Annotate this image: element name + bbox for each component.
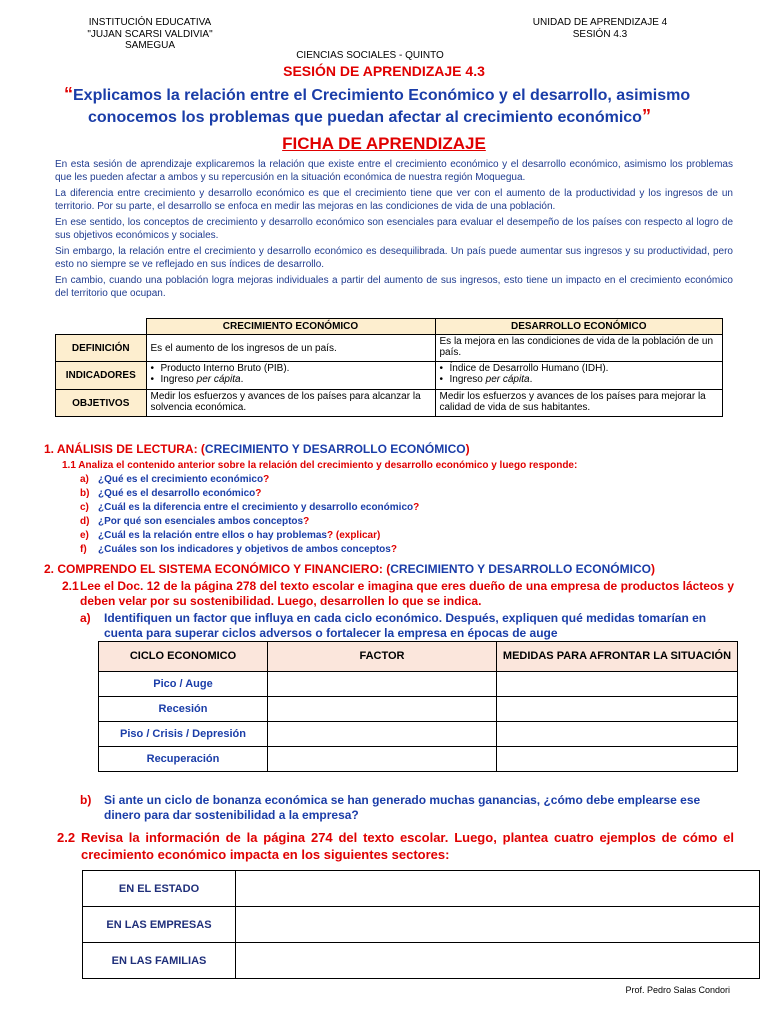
indicators-crecimiento bbox=[146, 362, 435, 390]
sector-label: EN LAS EMPRESAS bbox=[83, 907, 236, 943]
paragraph: En ese sentido, los conceptos de crecimiento y desarrollo económico son esenciales para evaluar el desempeño de los países con respecto al logro de sus objetivos económicos y sociales. bbox=[55, 217, 733, 241]
cycle-header: CICLO ECONOMICO bbox=[99, 642, 268, 672]
row-header-objetivos: OBJETIVOS bbox=[56, 390, 147, 417]
paragraph: En cambio, cuando una población logra mejoras individuales a partir del aumento de sus ingresos, esto tiene un impacto en el crecimiento económico del territorio que ocupan. bbox=[55, 275, 733, 299]
main-title bbox=[40, 84, 760, 128]
cycle-label: Recesión bbox=[99, 697, 268, 722]
quote-close: ” bbox=[641, 106, 651, 126]
question-2-1-a: a) Identifiquen un factor que influya en cada ciclo económico. Después, expliquen qué medidas tomarían en cuenta para superar ciclos adversos o fortalecer la empresa en épocas de auge bbox=[80, 611, 707, 640]
factor-cell[interactable] bbox=[268, 697, 497, 722]
indicator-item: • Índice de Desarrollo Humano (IDH). bbox=[440, 363, 719, 374]
question-1-1: 1.1 Analiza el contenido anterior sobre la relación del crecimiento y desarrollo económico y luego responde: bbox=[62, 460, 578, 471]
cycle-label: Piso / Crisis / Depresión bbox=[99, 722, 268, 747]
paragraph: Sin embargo, la relación entre el crecimiento y desarrollo económico es desequilibrada. Un país puede aumentar sus ingresos y su productividad, pero esto no siempre se ve reflejado en sus índices de desarrollo. bbox=[55, 246, 733, 270]
factor-header: FACTOR bbox=[268, 642, 497, 672]
school-line: SAMEGUA bbox=[124, 40, 175, 51]
sector-answer[interactable] bbox=[236, 943, 760, 979]
measures-cell[interactable] bbox=[497, 722, 738, 747]
factor-cell[interactable] bbox=[268, 672, 497, 697]
paragraph: La diferencia entre crecimiento y desarrollo económico es que el crecimiento tiene que ver con el aumento de la productividad y los ingresos de un territorio. Por su parte, el desarrollo se enfoca en medir las mejoras en las condiciones de vida de una población. bbox=[55, 188, 733, 212]
measures-header: MEDIDAS PARA AFRONTAR LA SITUACIÓN bbox=[497, 642, 738, 672]
row-header-definicion: DEFINICIÓN bbox=[56, 335, 147, 362]
question-item: c) ¿Cuál es la diferencia entre el crecimiento y desarrollo económico? bbox=[80, 502, 420, 513]
section2-title: 2. COMPRENDO EL SISTEMA ECONÓMICO Y FINANCIERO: (CRECIMIENTO Y DESARROLLO ECONÓMICO) bbox=[44, 562, 655, 576]
intro-text bbox=[55, 159, 733, 304]
quote-open: “ bbox=[64, 84, 73, 104]
main-title-line: Explicamos la relación entre el Crecimiento Económico y el desarrollo, asimismo bbox=[73, 87, 691, 104]
measures-cell[interactable] bbox=[497, 747, 738, 772]
sector-answer[interactable] bbox=[236, 907, 760, 943]
section1-questions bbox=[80, 473, 419, 557]
factor-cell[interactable] bbox=[268, 747, 497, 772]
paragraph: En esta sesión de aprendizaje explicaremos la relación que existe entre el crecimiento económico y el desarrollo económico, asimismo los problemas que les pueden afectar a ambos y su repercusión en la situación económica de nuestra región Moquegua. bbox=[55, 159, 733, 183]
comparison-table bbox=[55, 318, 723, 417]
sectors-table bbox=[82, 870, 760, 979]
question-item: d) ¿Por qué son esenciales ambos conceptos? bbox=[80, 516, 310, 527]
unit-header bbox=[500, 17, 700, 40]
school-line: "JUJAN SCARSI VALDIVIA" bbox=[87, 28, 213, 40]
question-item: b) ¿Qué es el desarrollo económico? bbox=[80, 488, 262, 499]
school-line: INSTITUCIÓN EDUCATIVA bbox=[88, 17, 212, 28]
measures-cell[interactable] bbox=[497, 672, 738, 697]
sector-answer[interactable] bbox=[236, 871, 760, 907]
question-2-1-b: b) Si ante un ciclo de bonanza económica se han generado muchas ganancias, ¿cómo debe emplearse ese dinero para dar sostenibilidad a la empresa? bbox=[80, 793, 701, 822]
measures-cell[interactable] bbox=[497, 697, 738, 722]
cycle-label: Recuperación bbox=[99, 747, 268, 772]
definition-desarrollo: Es la mejora en las condiciones de vida de la población de un país. bbox=[435, 335, 723, 362]
question-item: e) ¿Cuál es la relación entre ellos o hay problemas? (explicar) bbox=[80, 530, 381, 541]
question-2-1: 2.1 Lee el Doc. 12 de la página 278 del texto escolar e imagina que eres dueño de una empresa de productos lácteos y deben velar por su sostenibilidad. Luego, desarrollen lo que se indica. bbox=[62, 579, 734, 608]
indicators-desarrollo bbox=[435, 362, 723, 390]
col-header-desarrollo: DESARROLLO ECONÓMICO bbox=[435, 319, 723, 335]
main-title-line: conocemos los problemas que puedan afectar al crecimiento económico bbox=[88, 109, 642, 126]
course-label: CIENCIAS SOCIALES - QUINTO bbox=[296, 50, 444, 61]
cycle-table bbox=[98, 641, 738, 772]
section1-title: 1. ANÁLISIS DE LECTURA: (CRECIMIENTO Y DESARROLLO ECONÓMICO) bbox=[44, 442, 470, 456]
ficha-title: FICHA DE APRENDIZAJE bbox=[282, 134, 486, 153]
unit-line: UNIDAD DE APRENDIZAJE 4 bbox=[532, 17, 668, 28]
objectives-crecimiento: Medir los esfuerzos y avances de los países para alcanzar la solvencia económica. bbox=[146, 390, 435, 417]
indicator-item: • Producto Interno Bruto (PIB). bbox=[151, 363, 431, 374]
question-2-2: 2.2 Revisa la información de la página 274 del texto escolar. Luego, plantea cuatro ejemplos de cómo el crecimiento económico impacta en los siguientes sectores: bbox=[57, 830, 734, 862]
question-item: f) ¿Cuáles son los indicadores y objetivos de ambos conceptos? bbox=[80, 544, 397, 555]
definition-crecimiento: Es el aumento de los ingresos de un país. bbox=[146, 335, 435, 362]
empty-cell bbox=[56, 319, 147, 335]
question-item: a) ¿Qué es el crecimiento económico? bbox=[80, 474, 270, 485]
unit-line: SESIÓN 4.3 bbox=[572, 28, 628, 40]
indicator-item: • Ingreso per cápita. bbox=[151, 374, 431, 385]
col-header-crecimiento: CRECIMIENTO ECONÓMICO bbox=[146, 319, 435, 335]
indicator-item: • Ingreso per cápita. bbox=[440, 374, 719, 385]
school-header bbox=[60, 17, 240, 52]
objectives-desarrollo: Medir los esfuerzos y avances de los países para mejorar la calidad de vida de sus habitantes. bbox=[435, 390, 723, 417]
sector-label: EN EL ESTADO bbox=[83, 871, 236, 907]
factor-cell[interactable] bbox=[268, 722, 497, 747]
cycle-label: Pico / Auge bbox=[99, 672, 268, 697]
footer-author: Prof. Pedro Salas Condori bbox=[625, 985, 730, 995]
sector-label: EN LAS FAMILIAS bbox=[83, 943, 236, 979]
row-header-indicadores: INDICADORES bbox=[56, 362, 147, 390]
session-title: SESIÓN DE APRENDIZAJE 4.3 bbox=[283, 63, 485, 79]
